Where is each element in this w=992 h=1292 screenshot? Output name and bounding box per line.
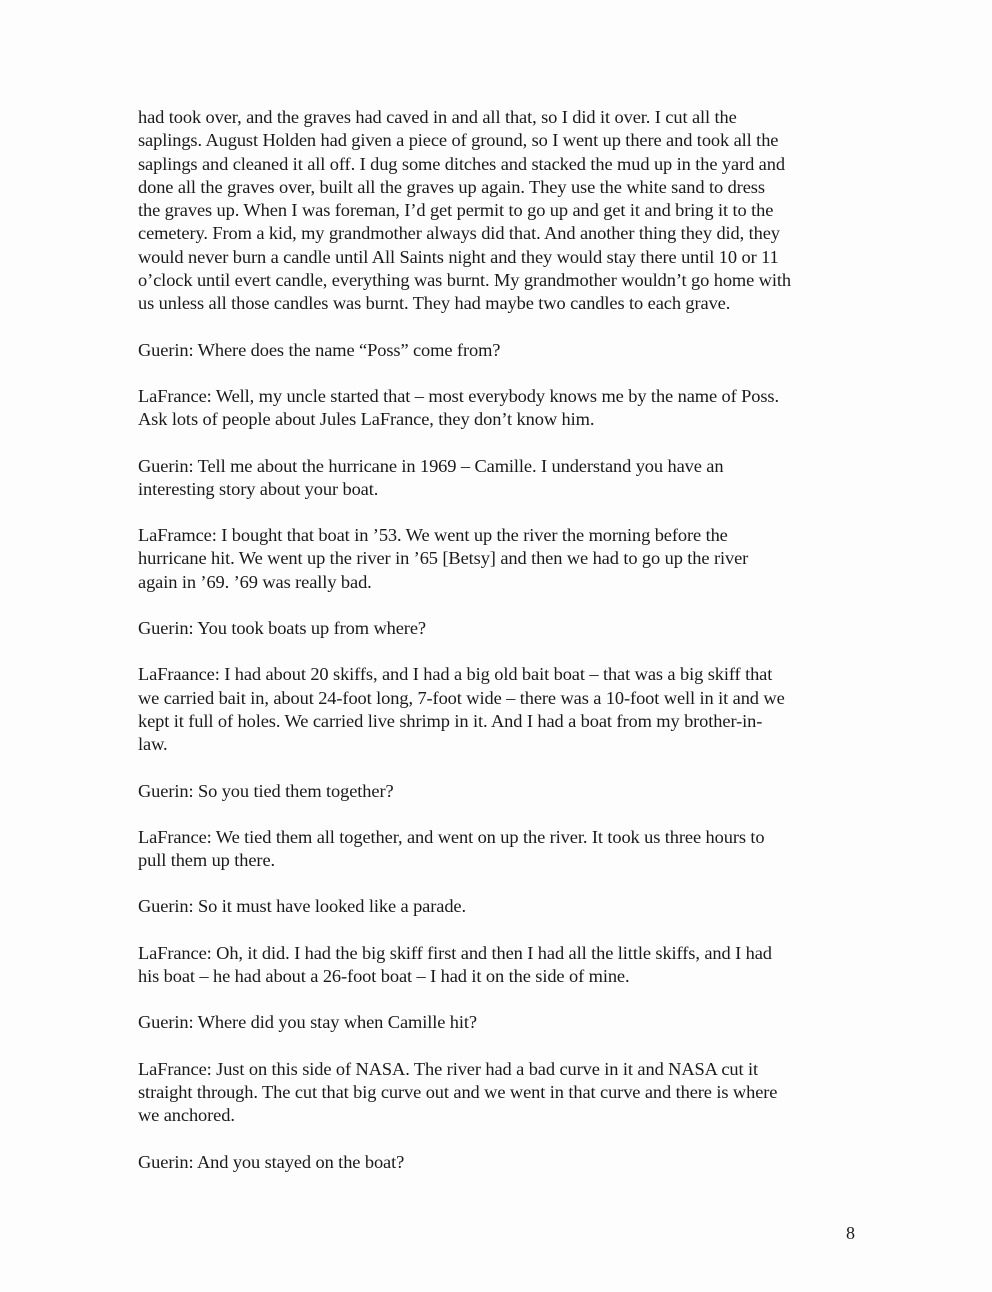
- paragraph-question-stayed-on-boat: Guerin: And you stayed on the boat?: [138, 1151, 405, 1172]
- paragraph-grave-restoration: had took over, and the graves had caved in and all that, so I did it over. I cut all the saplings. August Holden had given a piece of ground, so I went up there and took all the saplings and cleaned it all off. I dug some ditches and stacked the mud up in the yard and done all the graves over, built all the graves up again. They use the white sand to dress the graves up. When I was foreman, I’d get permit to go up and get it and bring it to the cemetery. From a kid, my grandmother always did that. And another thing they did, they would never burn a candle until All Saints night and they would stay there until 10 or 11 o’clock until evert candle, everything was burnt. My grandmother wouldn’t go home with us unless all those candles was burnt. They had maybe two candles to each grave.: [138, 107, 791, 314]
- paragraph-question-where-stay: Guerin: Where did you stay when Camille hit?: [138, 1012, 477, 1033]
- paragraph-answer-parade: LaFrance: Oh, it did. I had the big skiff first and then I had all the little skiffs, and I had his boat – he had about a 26-foot boat – I had it on the side of mine.: [138, 942, 772, 987]
- paragraph-answer-nasa: LaFrance: Just on this side of NASA. The river had a bad curve in it and NASA cut it straight through. The cut that big curve out and we went in that curve and there is where we anchored.: [138, 1058, 778, 1126]
- transcript-body: [138, 106, 868, 1197]
- paragraph-question-boats-from: Guerin: You took boats up from where?: [138, 618, 426, 639]
- paragraph-answer-tied-together: LaFrance: We tied them all together, and went on up the river. It took us three hours to pull them up there.: [138, 826, 765, 871]
- paragraph-answer-poss-name: LaFrance: Well, my uncle started that – most everybody knows me by the name of Poss. Ask lots of people about Jules LaFrance, they don’t know him.: [138, 385, 779, 430]
- paragraph-answer-boat-purchase: LaFramce: I bought that boat in ’53. We went up the river the morning before the hurricane hit. We went up the river in ’65 [Betsy] and then we had to go up the river again in ’69. ’69 was really bad.: [138, 525, 749, 592]
- paragraph-question-poss-name: Guerin: Where does the name “Poss” come from?: [138, 339, 501, 360]
- paragraph-answer-skiffs: LaFraance: I had about 20 skiffs, and I had a big old bait boat – that was a big skiff that we carried bait in, about 24-foot long, 7-foot wide – there was a 10-foot well in it and we kept it full of holes. We carried live shrimp in it. And I had a boat from my brother-in- law.: [138, 664, 785, 755]
- page-number: 8: [846, 1223, 855, 1243]
- paragraph-question-hurricane: Guerin: Tell me about the hurricane in 1969 – Camille. I understand you have an interesting story about your boat.: [138, 455, 724, 499]
- paragraph-question-parade: Guerin: So it must have looked like a parade.: [138, 896, 466, 917]
- paragraph-question-tied-together: Guerin: So you tied them together?: [138, 780, 394, 801]
